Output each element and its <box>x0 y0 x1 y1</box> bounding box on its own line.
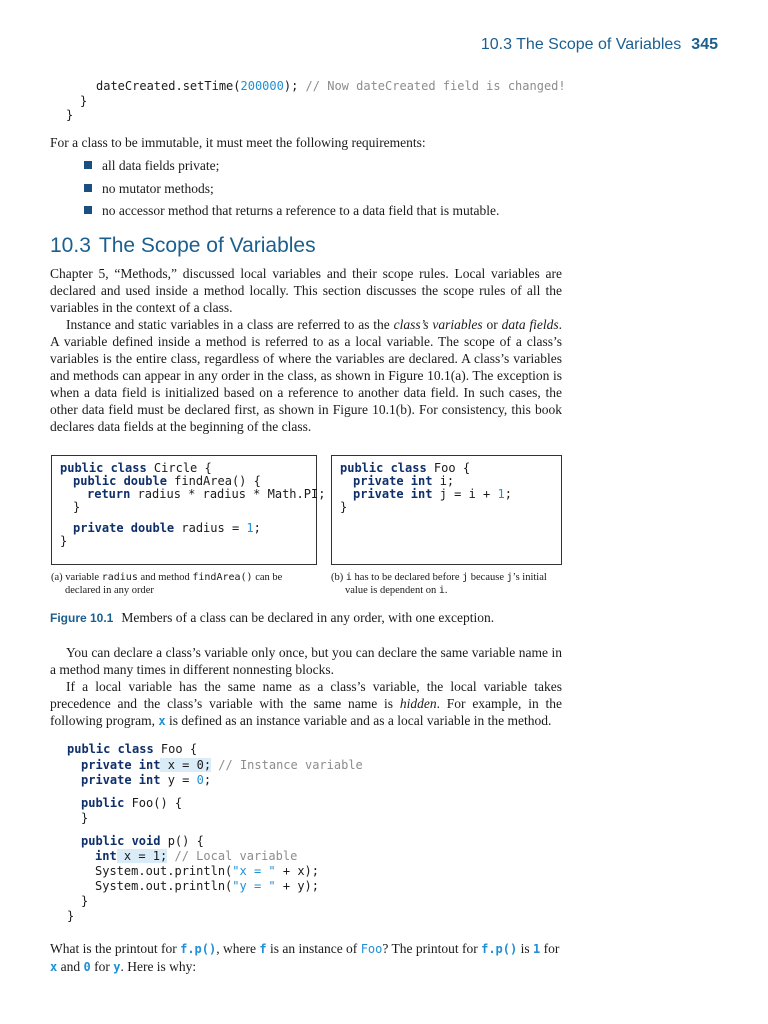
code-inline: x <box>50 960 58 974</box>
top-code-line-1 <box>96 79 566 94</box>
list-item <box>84 202 499 219</box>
paragraph-3: You can declare a class’s variable only once, but you can declare the same variable name in a method many times in different nonnesting blocks. <box>50 645 562 677</box>
code-number: 1 <box>497 487 505 501</box>
code-line: } <box>67 909 75 923</box>
paragraph-1: Chapter 5, “Methods,” discussed local variables and their scope rules. Local variables are declared and used inside a method locally. This section discusses the scope rules of all the variables in the context of a class. <box>50 266 562 315</box>
caption-line: declared in any order <box>65 585 154 596</box>
code-line <box>95 849 297 864</box>
paragraph-2 <box>50 316 562 435</box>
caption-line <box>331 571 566 584</box>
code-line <box>81 773 211 788</box>
code-keyword: public double <box>73 474 167 488</box>
code-line: } <box>81 811 89 825</box>
list-item-text: no mutator methods; <box>102 181 214 196</box>
figure-b-caption <box>331 571 566 597</box>
text: or <box>482 317 502 332</box>
code-inline: Foo <box>360 942 383 956</box>
code-inline: i <box>345 572 352 583</box>
code-keyword: return <box>87 487 131 501</box>
text: . <box>444 585 448 596</box>
text: What is the printout for <box>50 941 181 956</box>
code-inline: radius <box>101 572 138 583</box>
list-item <box>84 157 219 174</box>
code-line <box>95 864 319 879</box>
code-inline: x <box>158 714 166 728</box>
code-line <box>73 521 261 536</box>
figure-caption <box>50 610 494 626</box>
caption-line <box>51 571 321 584</box>
code-line <box>95 879 319 894</box>
emphasis: class’s variables <box>393 317 483 332</box>
text: ? The printout for <box>382 941 482 956</box>
text: (b) <box>331 572 346 583</box>
emphasis: data fields <box>501 317 559 332</box>
code-inline: y <box>113 960 121 974</box>
code-highlight: x = 1; <box>116 849 168 863</box>
figure-caption-text: Members of a class can be declared in any order, with one exception. <box>121 610 495 625</box>
text: value is dependent on <box>345 585 439 596</box>
code-text: ; <box>203 773 212 787</box>
text: . For example, in the following program, <box>50 696 563 728</box>
code-text: Foo { <box>426 461 471 475</box>
text: . Here is why: <box>120 959 197 974</box>
code-comment: // Instance variable <box>211 758 363 772</box>
code-string: "y = " <box>232 879 276 893</box>
code-keyword: private int <box>353 474 433 488</box>
code-line <box>81 758 363 773</box>
section-number: 10.3 <box>50 234 91 257</box>
text: . A variable defined inside a method is referred to as a local variable. The scope of a class’s variables is the entire class, regardless of where the variables are declared. A class’s variables and methods can appear in any order in the class, as shown in Figure 10.1(a). The exception is when a data field is initialized based on a reference to another data field. In such cases, the other data field must be declared first, as shown in Figure 10.1(b). For consistency, this book declares data fields at the beginning of the class. <box>50 317 562 434</box>
paragraph-4 <box>50 678 562 730</box>
code-text: findArea() { <box>166 474 261 488</box>
code-line <box>353 487 512 502</box>
code-highlight: x = 0; <box>160 758 212 772</box>
immutable-intro: For a class to be immutable, it must meet the following requirements: <box>50 135 426 150</box>
code-text: System.out.println( <box>95 879 233 893</box>
code-text: i; <box>432 474 455 488</box>
text: can be <box>252 572 283 583</box>
code-text: ; <box>253 521 261 535</box>
list-item-text: no accessor method that returns a reference to a data field that is mutable. <box>102 203 500 218</box>
code-keyword: private int <box>81 758 161 772</box>
code-inline: i <box>438 585 445 596</box>
text: and method <box>137 572 193 583</box>
code-line: } <box>81 894 89 908</box>
text: for <box>540 941 560 956</box>
code-line <box>81 834 204 849</box>
text: is defined as an instance variable and as a local variable in the method. <box>165 713 552 728</box>
code-text: + x); <box>275 864 319 878</box>
code-number: 1 <box>246 521 254 535</box>
text: ’s initial <box>512 572 547 583</box>
code-text: j = i + <box>432 487 498 501</box>
text: If a local variable has the same name as a class’s variable, the local variable takes precedence and the class’s variable with the same name is <box>50 679 562 711</box>
code-number: 200000 <box>240 79 284 93</box>
code-text: + y); <box>275 879 319 893</box>
list-item-text: all data fields private; <box>102 158 220 173</box>
code-comment: // Now dateCreated field is changed! <box>305 79 566 93</box>
code-text: dateCreated.setTime( <box>96 79 241 93</box>
list-item <box>84 180 214 197</box>
top-code-line-3: } <box>66 108 74 122</box>
code-inline: 0 <box>83 960 91 974</box>
code-keyword: public class <box>60 461 147 475</box>
code-line: } <box>340 500 348 514</box>
code-text: radius = <box>174 521 247 535</box>
section-heading <box>50 234 316 258</box>
figure-a-caption <box>51 571 321 597</box>
code-keyword: private int <box>81 773 161 787</box>
code-keyword: public class <box>340 461 427 475</box>
code-number: 0 <box>196 773 204 787</box>
figure-a-box <box>51 455 326 565</box>
code-text: Foo { <box>153 742 198 756</box>
text: , where <box>216 941 260 956</box>
figure-label: Figure 10.1 <box>50 611 114 625</box>
code-text: p() { <box>160 834 204 848</box>
code-text: y = <box>160 773 197 787</box>
code-inline: f.p() <box>180 942 217 956</box>
page-number: 345 <box>691 36 718 53</box>
bullet-icon <box>84 206 92 214</box>
paragraph-5 <box>50 940 562 976</box>
code-text: Foo() { <box>124 796 183 810</box>
bullet-icon <box>84 161 92 169</box>
code-inline: f <box>259 942 267 956</box>
code-text: System.out.println( <box>95 864 233 878</box>
emphasis: hidden <box>399 696 437 711</box>
code-keyword: private double <box>73 521 175 535</box>
code-line <box>81 796 182 811</box>
text: and <box>57 959 84 974</box>
text: (a) variable <box>51 572 102 583</box>
code-line: } <box>60 534 68 548</box>
code-keyword: private int <box>353 487 433 501</box>
top-code-line-2: } <box>80 94 88 108</box>
text: has to be declared before <box>351 572 463 583</box>
code-text: Circle { <box>146 461 212 475</box>
bullet-icon <box>84 184 92 192</box>
caption-line <box>331 584 566 597</box>
text: is <box>517 941 533 956</box>
section-title: The Scope of Variables <box>98 234 316 257</box>
figure-b-box <box>331 455 562 565</box>
code-comment: // Local variable <box>167 849 298 863</box>
running-head-section: 10.3 The Scope of Variables <box>480 36 682 53</box>
code-line: } <box>73 500 81 514</box>
code-keyword: public void <box>81 834 161 848</box>
code-inline: findArea() <box>192 572 253 583</box>
text: because <box>468 572 507 583</box>
code-text: ); <box>283 79 306 93</box>
code-keyword: int <box>95 849 117 863</box>
code-text: radius * radius * Math.PI; <box>130 487 326 501</box>
code-keyword: public <box>81 796 125 810</box>
code-string: "x = " <box>232 864 276 878</box>
code-inline: f.p() <box>481 942 518 956</box>
running-head <box>481 36 718 54</box>
code-line <box>87 487 325 502</box>
code-inline: 1 <box>533 942 541 956</box>
code-inline: j <box>506 572 513 583</box>
code-keyword: public class <box>67 742 154 756</box>
code-text: ; <box>504 487 512 501</box>
code-line <box>67 742 197 757</box>
code-inline: j <box>462 572 469 583</box>
text: is an instance of <box>266 941 361 956</box>
text: for <box>90 959 114 974</box>
text: Instance and static variables in a class are referred to as the <box>66 317 394 332</box>
